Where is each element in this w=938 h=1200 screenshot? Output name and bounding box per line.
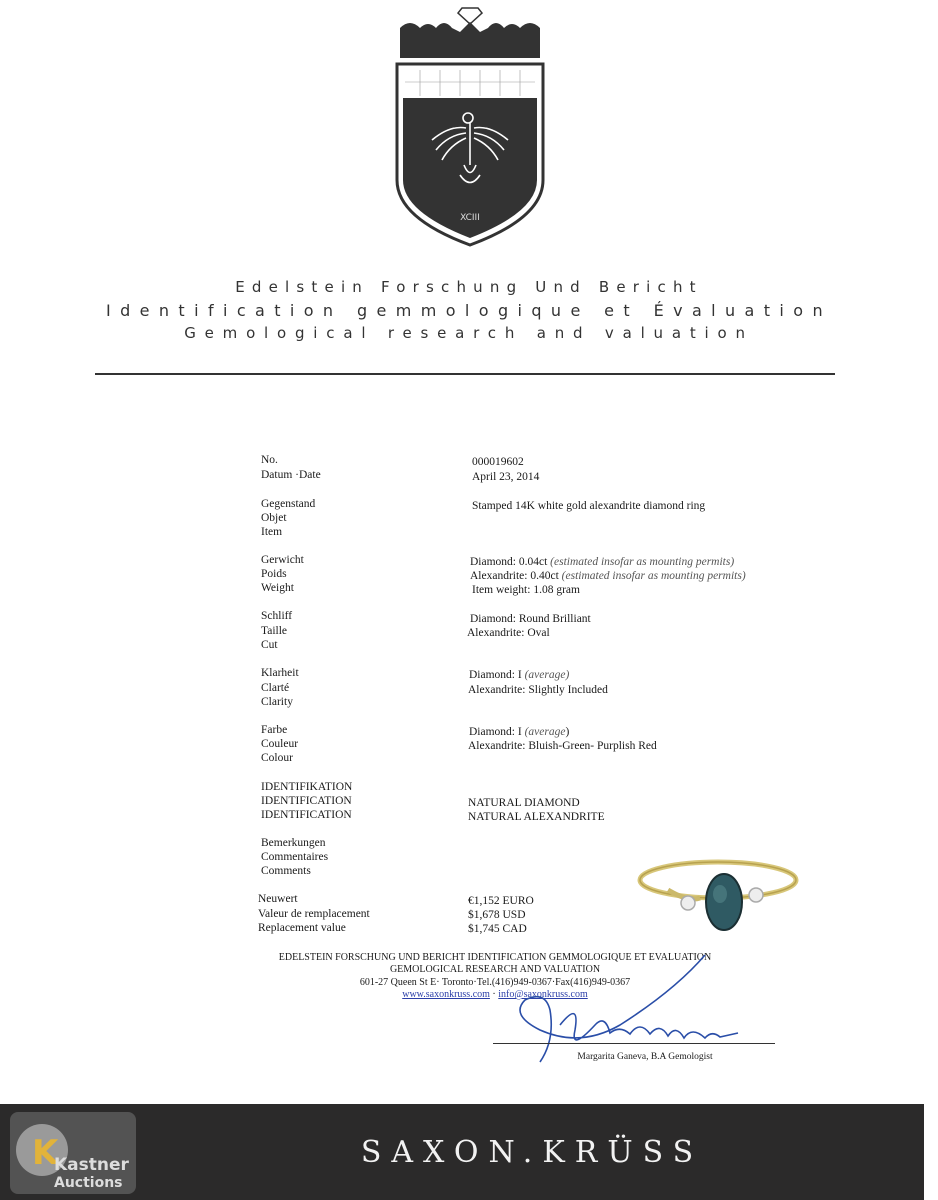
value-clarity-alexandrite: Alexandrite: Slightly Included (468, 684, 608, 696)
label-colour-de: Farbe (261, 724, 288, 736)
label-date: Datum ·Date (261, 469, 321, 481)
label-clarity-fr: Clarté (261, 682, 290, 694)
website-link[interactable]: www.saxonkruss.com (402, 989, 490, 1000)
label-cut-fr: Taille (261, 625, 288, 637)
label-weight-en: Weight (261, 582, 294, 594)
label-colour-en: Colour (261, 752, 293, 764)
signature-line (493, 1043, 775, 1044)
value-colour-alexandrite: Alexandrite: Bluish-Green- Purplish Red (468, 740, 657, 752)
heading-german: Edelstein Forschung Und Bericht (235, 278, 703, 296)
label-comments-fr: Commentaires (261, 851, 329, 863)
value-date: April 23, 2014 (472, 471, 540, 483)
value-euro: €1,152 EURO (468, 895, 534, 907)
value-colour-diamond: Diamond: I (average) (469, 726, 570, 738)
label-comments-en: Comments (261, 865, 311, 877)
auction-watermark (10, 1112, 136, 1194)
value-weight-alexandrite: Alexandrite: 0.40ct (estimated insofar as mounting permits) (470, 570, 746, 582)
footer-address-line: 601-27 Queen St E· Toronto·Tel.(416)949-0367·Fax(416)949-0367 (359, 977, 631, 988)
label-value-de: Neuwert (258, 893, 298, 905)
footer-subtitle-line: GEMOLOGICAL RESEARCH AND VALUATION (389, 964, 601, 975)
footer-company-line: EDELSTEIN FORSCHUNG UND BERICHT IDENTIFICATION GEMMOLOGIQUE ET EVALUATION (278, 952, 712, 963)
label-value-en: Replacement value (258, 922, 346, 934)
value-weight-diamond: Diamond: 0.04ct (estimated insofar as mounting permits) (470, 556, 735, 568)
header-divider (95, 373, 835, 375)
label-weight-fr: Poids (261, 568, 287, 580)
value-clarity-diamond: Diamond: I (average) (469, 669, 570, 681)
value-identification-alexandrite: NATURAL ALEXANDRITE (468, 811, 605, 823)
crest-numeral: XCIII (460, 213, 480, 223)
label-cut-de: Schliff (261, 610, 293, 622)
email-link[interactable]: info@saxonkruss.com (498, 989, 588, 1000)
footer-contact-line: www.saxonkruss.com · info@saxonkruss.com (402, 989, 588, 1000)
label-item-fr: Objet (261, 512, 287, 524)
label-weight-de: Gerwicht (261, 554, 304, 566)
label-item-de: Gegenstand (261, 498, 316, 510)
label-cut-en: Cut (261, 639, 278, 651)
label-identification-en: IDENTIFICATION (261, 809, 352, 821)
label-no: No. (261, 454, 278, 466)
value-item-weight: Item weight: 1.08 gram (472, 584, 580, 596)
label-value-fr: Valeur de remplacement (258, 908, 370, 920)
heading-french: Identification gemmologique et Évaluation (105, 301, 833, 320)
label-clarity-de: Klarheit (261, 667, 299, 679)
value-cut-diamond: Diamond: Round Brilliant (470, 613, 591, 625)
crest-emblem (380, 0, 560, 250)
value-cut-alexandrite: Alexandrite: Oval (467, 627, 550, 639)
heading-english: Gemological research and valuation (184, 324, 754, 342)
ring-photo (628, 840, 808, 940)
watermark-line1: Kastner (54, 1155, 129, 1175)
label-identification-de: IDENTIFIKATION (261, 781, 353, 793)
label-colour-fr: Couleur (261, 738, 299, 750)
label-item-en: Item (261, 526, 283, 538)
signatory-name: Margarita Ganeva, B.A Gemologist (577, 1052, 713, 1062)
svg-text:K: K (32, 1133, 59, 1173)
value-item: Stamped 14K white gold alexandrite diamond ring (472, 500, 706, 512)
signature (470, 930, 790, 1070)
value-no: 000019602 (472, 456, 524, 468)
value-cad: $1,745 CAD (468, 923, 527, 935)
watermark-line2: Auctions (54, 1175, 123, 1191)
value-usd: $1,678 USD (468, 909, 526, 921)
label-identification-fr: IDENTIFICATION (261, 795, 352, 807)
label-comments-de: Bemerkungen (261, 837, 326, 849)
value-identification-diamond: NATURAL DIAMOND (468, 797, 580, 809)
brand-name: SAXON.KRÜSS (360, 1135, 704, 1170)
label-clarity-en: Clarity (261, 696, 293, 708)
